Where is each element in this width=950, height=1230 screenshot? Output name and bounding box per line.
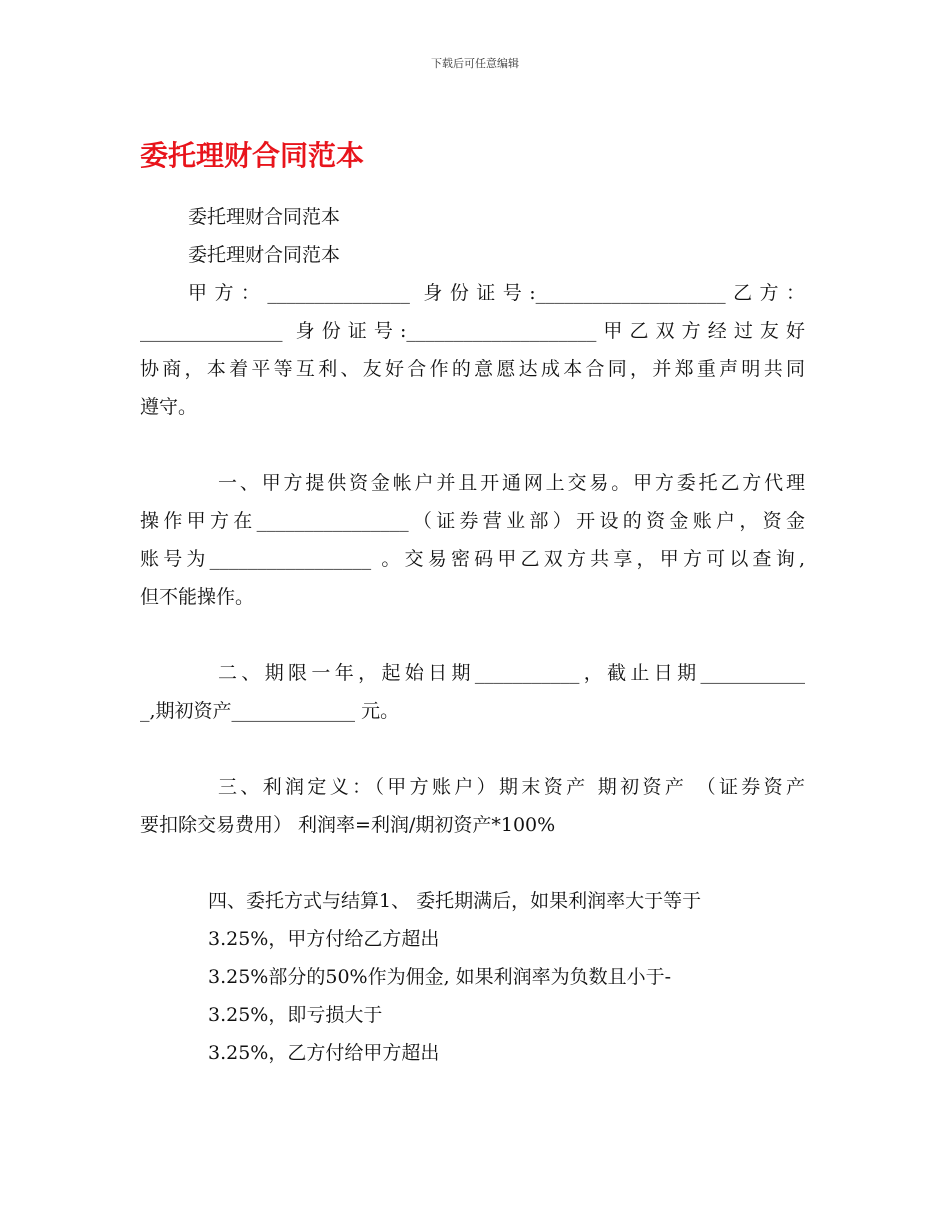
clause-3-line: 要扣除交易费用） 利润率=利润/期初资产*100% [140, 814, 556, 836]
paragraph-gap [140, 844, 805, 882]
clause-4-line: 四、委托方式与结算1、 委托期满后，如果利润率大于等于 [208, 890, 702, 912]
subtitle-line: 委托理财合同范本 [188, 244, 341, 266]
clause-1-line: 账号为_________________ 。交易密码甲乙双方共享，甲方可以查询, [140, 548, 805, 570]
clause-4-line: 3.25%，甲方付给乙方超出 [208, 928, 440, 950]
clause-4-line: 3.25%，即亏损大于 [208, 1004, 383, 1026]
page-header-note: 下载后可任意编辑 [431, 57, 519, 70]
clause-2-line: 二、期限一年，起始日期___________，截止日期___________ [218, 662, 805, 684]
parties-line: _______________ 身份证号:____________________甲乙双方经过友好 [140, 320, 805, 342]
clause-4-line: 3.25%部分的50%作为佣金, 如果利润率为负数且小于- [208, 966, 672, 988]
clause-4-line: 3.25%，乙方付给甲方超出 [208, 1042, 440, 1064]
document-body [140, 198, 805, 1072]
clause-2-line: _,期初资产_____________ 元。 [140, 700, 400, 722]
paragraph-gap [140, 616, 805, 654]
clause-1-line: 操作甲方在________________（证券营业部）开设的资金账户，资金 [140, 510, 805, 532]
parties-line: 协商，本着平等互利、友好合作的意愿达成本合同，并郑重声明共同 [140, 358, 805, 380]
parties-line: 遵守。 [140, 396, 198, 418]
paragraph-gap [140, 426, 805, 464]
document-title: 委托理财合同范本 [140, 139, 365, 172]
paragraph-gap [140, 730, 805, 768]
clause-1-line: 但不能操作。 [140, 586, 255, 608]
clause-1-line: 一、甲方提供资金帐户并且开通网上交易。甲方委托乙方代理 [218, 472, 805, 494]
subtitle-line: 委托理财合同范本 [188, 206, 341, 228]
parties-line: 甲方：_______________ 身份证号:____________________乙方： [188, 282, 805, 304]
clause-3-line: 三、利润定义：（甲方账户）期末资产 期初资产 （证券资产 [218, 776, 805, 798]
